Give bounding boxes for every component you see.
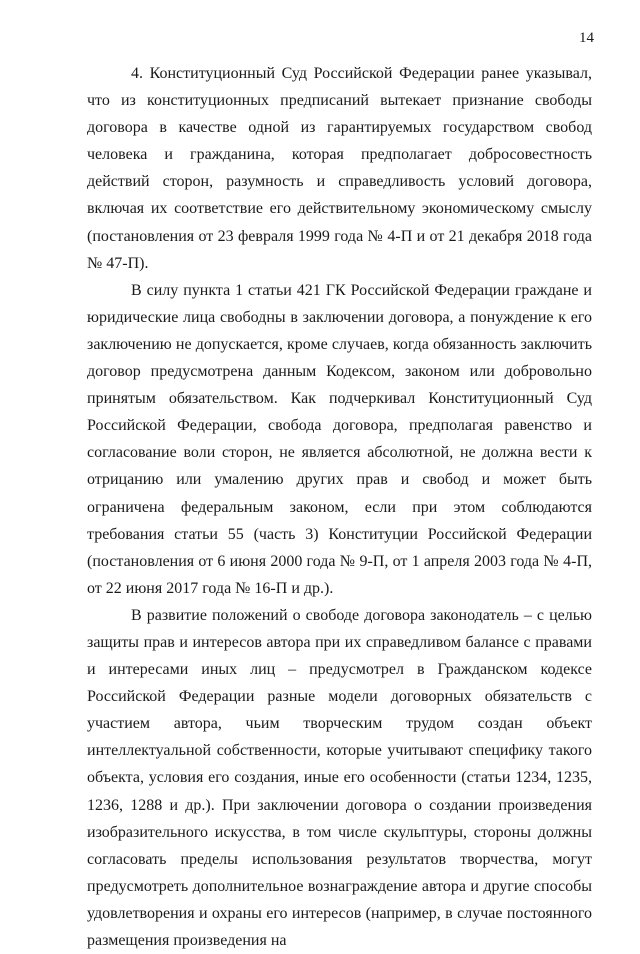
paragraph-2: В силу пункта 1 статьи 421 ГК Российской Федерации граждане и юридические лица свободны в заключении договора, а понуждение к его заключению не допускается, кроме случаев, когда обязанность заключить договор предусмотрена данным Кодексом, законом или добровольно принятым обязательством. Как подчеркивал Конституционный Суд Российской Федерации, свобода договора, предполагая равенство и согласование воли сторон, не является абсолютной, не должна вести к отрицанию или умалению других прав и свобод и может быть ограничена федеральным законом, если при этом соблюдаются требования статьи 55 (часть 3) Конституции Российской Федерации (постановления от 6 июня 2000 года № 9-П, от 1 апреля 2003 года № 4-П, от 22 июня 2017 года № 16-П и др.).	[87, 281, 592, 597]
paragraph-1: 4. Конституционный Суд Российской Федерации ранее указывал, что из конституционных предписаний вытекает признание свободы договора в качестве одной из гарантируемых государством свобод человека и гражданина, которая предполагает добросовестность действий сторон, разумность и справедливость условий договора, включая их соответствие его действительному экономическому смыслу (постановления от 23 февраля 1999 года № 4-П и от 21 декабря 2018 года № 47-П).	[87, 65, 592, 272]
paragraph-3: В развитие положений о свободе договора законодатель – с целью защиты прав и интересов автора при их справедливом балансе с правами и интересами иных лиц – предусмотрел в Гражданском кодексе Российской Федерации разные модели договорных обязательств с участием автора, чьим творческим трудом создан объект интеллектуальной собственности, которые учитывают специфику такого объекта, условия его создания, иные его особенности (статьи 1234, 1235, 1236, 1288 и др.). При заключении договора о создании произведения изобразительного искусства, в том числе скульптуры, стороны должны согласовать пределы использования результатов творчества, могут предусмотреть дополнительное вознаграждение автора и другие способы удовлетворения и охраны его интересов (например, в случае постоянного размещения произведения на	[87, 606, 592, 949]
document-body	[87, 60, 592, 954]
page-number: 14	[579, 30, 594, 46]
